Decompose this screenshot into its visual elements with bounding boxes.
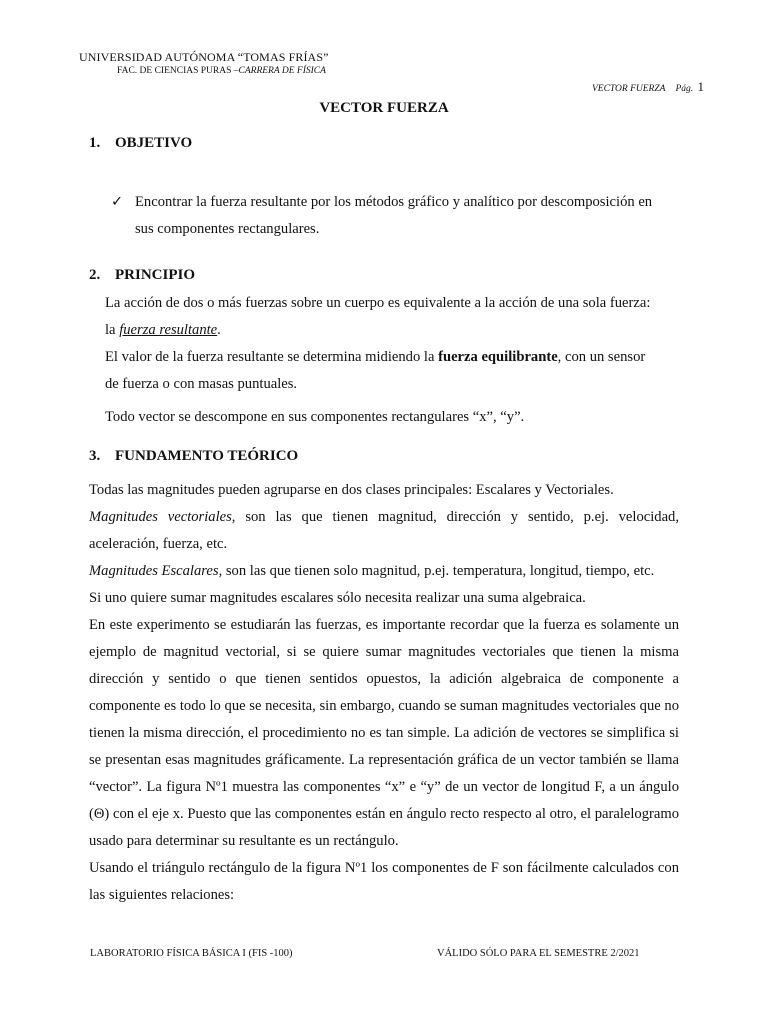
footer-left: LABORATORIO FÍSICA BÁSICA I (FIS -100) [90, 948, 293, 959]
principio-p1-line2 [105, 317, 705, 344]
principio-p1-prefix: la [105, 322, 116, 338]
magnitudes-escalares-term: Magnitudes Escalares, [89, 563, 223, 579]
fundamento-p6: Usando el triángulo rectángulo de la figura Nº1 los componentes de F son fácilmente calculados con las siguientes relaciones: [89, 860, 679, 903]
faculty-name: FAC. DE CIENCIAS PURAS – [117, 66, 239, 76]
fundamento-body [89, 477, 679, 909]
principio-body [105, 290, 705, 431]
section-number: 3. [89, 448, 101, 464]
running-header [592, 79, 704, 95]
page-label: Pág. [675, 84, 694, 94]
fundamento-p4: Si uno quiere sumar magnitudes escalares sólo necesita realizar una suma algebraica. [89, 590, 586, 606]
principio-p2-line1 [105, 344, 705, 371]
footer-right: VÁLIDO SÓLO PARA EL SEMESTRE 2/2021 [437, 948, 640, 959]
faculty-line [117, 66, 326, 76]
section-title: PRINCIPIO [115, 267, 196, 283]
magnitudes-vectoriales-term: Magnitudes vectoriales, [89, 509, 236, 525]
section-number: 2. [89, 267, 101, 283]
principio-p2-line2: de fuerza o con masas puntuales. [105, 376, 298, 392]
section-heading-fundamento [89, 448, 298, 465]
fundamento-p1: Todas las magnitudes pueden agruparse en dos clases principales: Escalares y Vectoriales. [89, 482, 614, 498]
principio-p2-prefix: El valor de la fuerza resultante se determina midiendo la [105, 349, 439, 365]
section-title: FUNDAMENTO TEÓRICO [115, 448, 299, 464]
objective-line-1: Encontrar la fuerza resultante por los métodos gráfico y analítico por descomposición en [135, 194, 653, 210]
fuerza-equilibrante-term: fuerza equilibrante [438, 349, 558, 365]
checkmark-icon: ✓ [111, 194, 124, 210]
section-heading-principio [89, 267, 195, 284]
section-title: OBJETIVO [115, 135, 193, 151]
section-number: 1. [89, 135, 101, 151]
document-title: VECTOR FUERZA [319, 100, 449, 116]
fundamento-p5: En este experimento se estudiarán las fuerzas, es importante recordar que la fuerza es solamente un ejemplo de magnitud vectorial, si se quiere sumar magnitudes vectoriales que tienen la misma dirección y sentido o que tienen sentidos opuestos, la adición algebraica de componente a componente es todo lo que se necesita, sin embargo, cuando se suman magnitudes vectoriales que no tienen la misma dirección, el procedimiento no es tan simple. La adición de vectores se simplifica si se presentan esas magnitudes gráficamente. La representación gráfica de un vector también se llama “vector”. La figura Nº1 muestra las componentes “x” e “y” de un vector de longitud F, a un ángulo (Θ) con el eje x. Puesto que las componentes están en ángulo recto respecto al otro, el paralelogramo usado para determinar su resultante es un rectángulo. [89, 617, 679, 849]
section-heading-objetivo [89, 135, 192, 152]
fundamento-p2 [89, 504, 679, 558]
running-title: VECTOR FUERZA [591, 84, 666, 94]
objective-item [111, 189, 671, 243]
university-name: UNIVERSIDAD AUTÓNOMA “TOMAS FRÍAS” [79, 50, 329, 64]
principio-p2-suffix: , con un sensor [557, 349, 646, 365]
principio-p1-suffix: . [217, 322, 221, 338]
fuerza-resultante-term: fuerza resultante [119, 322, 218, 338]
objective-line-2: sus componentes rectangulares. [135, 221, 320, 237]
principio-p3: Todo vector se descompone en sus componentes rectangulares “x”, “y”. [105, 409, 525, 425]
career-name: CARRERA DE FÍSICA [238, 66, 326, 76]
page-number: 1 [697, 79, 704, 94]
principio-p1-line1: La acción de dos o más fuerzas sobre un cuerpo es equivalente a la acción de una sola fuerza: [105, 295, 651, 311]
fundamento-p3-text: son las que tienen solo magnitud, p.ej. temperatura, longitud, tiempo, etc. [222, 563, 655, 579]
fundamento-p2-text: son las que tienen magnitud, dirección y sentido, p.ej. velocidad, aceleración, fuerza, etc. [89, 509, 679, 552]
fundamento-p3 [89, 558, 679, 585]
